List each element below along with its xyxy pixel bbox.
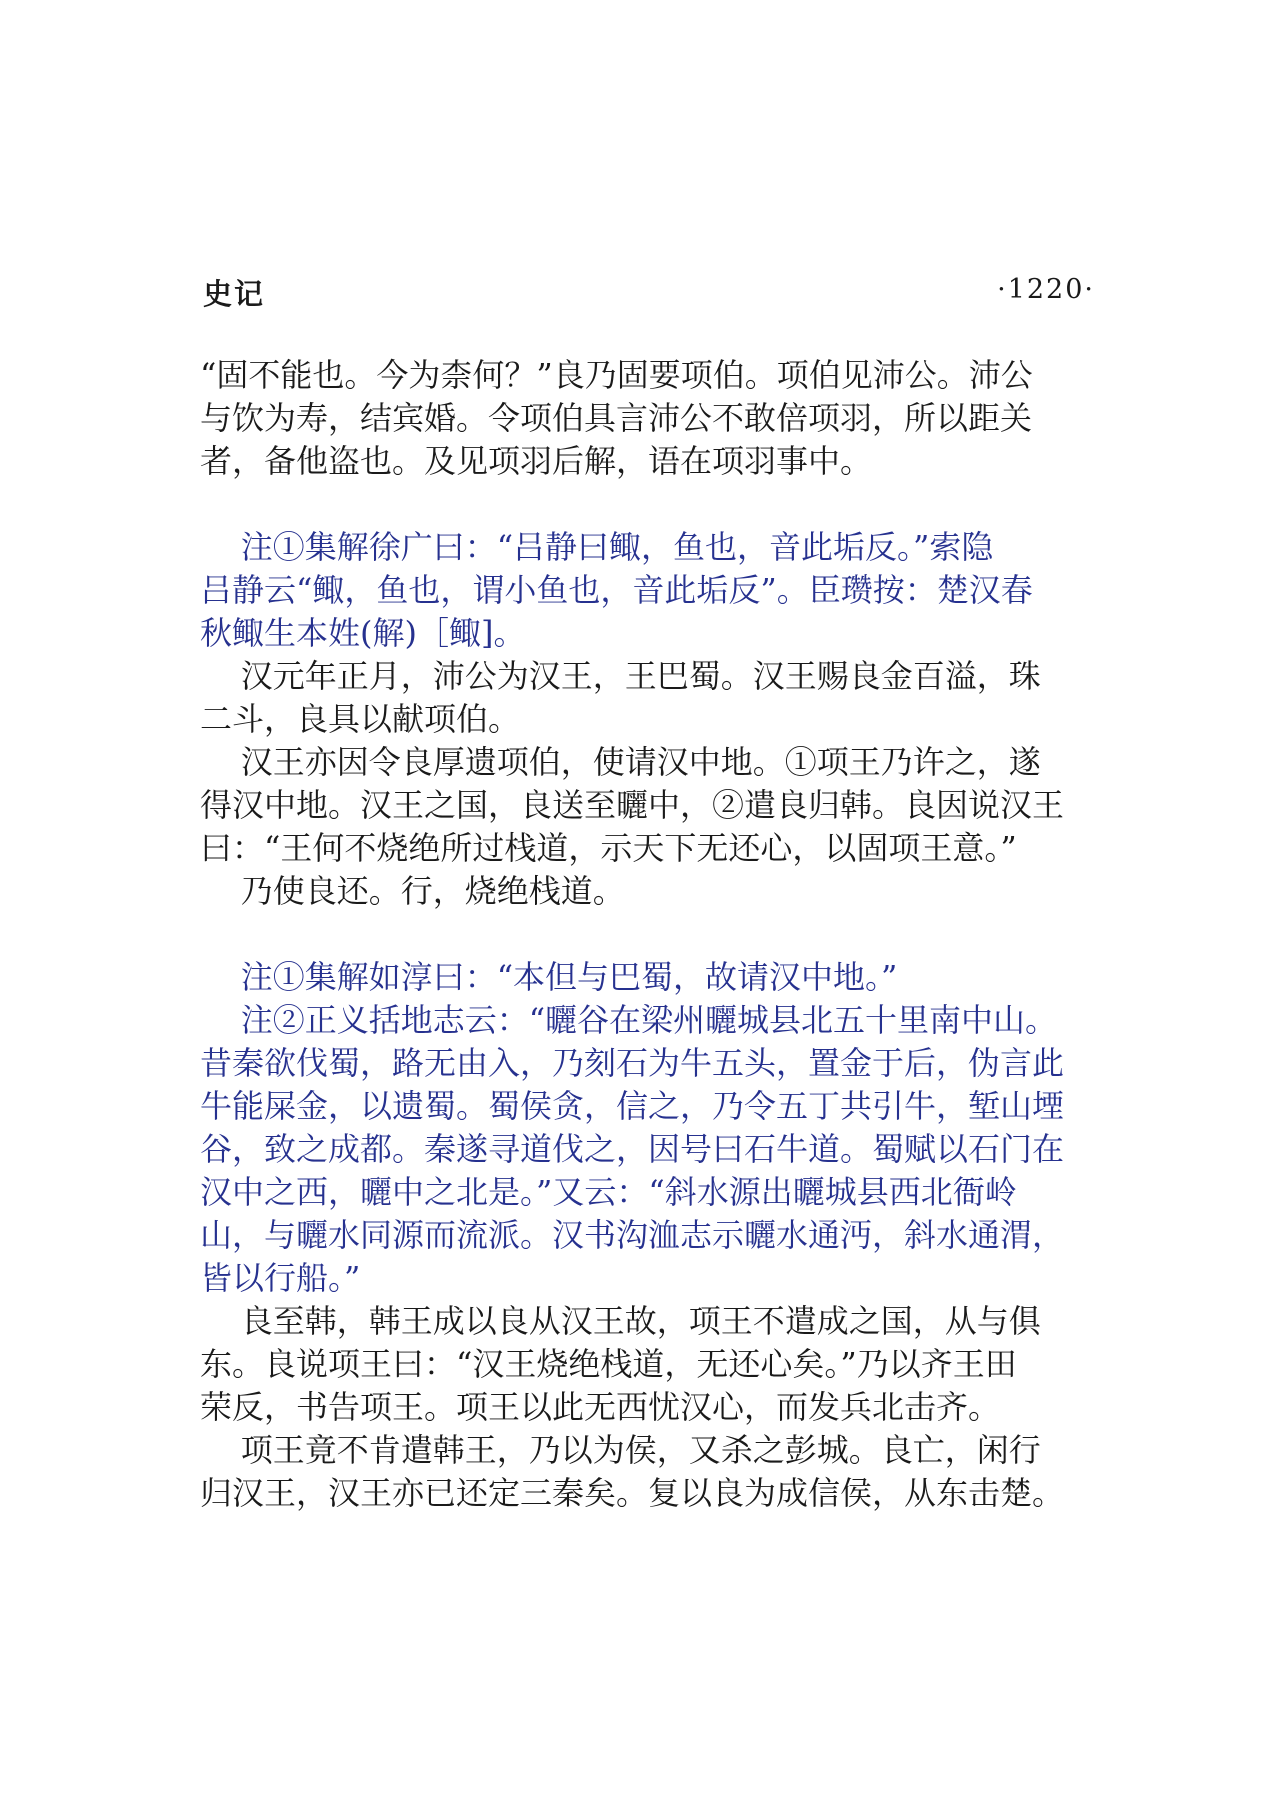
book-title: 史记 <box>203 277 266 311</box>
text-line: 二斗，良具以献项伯。 <box>200 700 521 738</box>
text-line: 汉元年正月，沛公为汉王，王巴蜀。汉王赐良金百溢，珠 <box>200 657 1041 695</box>
annotation-line: 牛能屎金，以遗蜀。蜀侯贪，信之，乃令五丁共引牛，堑山堙 <box>200 1087 1065 1125</box>
annotation-line: 注①集解如淳曰：“本但与巴蜀，故请汉中地。” <box>200 958 898 996</box>
annotation-line: 皆以行船。” <box>200 1259 361 1297</box>
text-line: 归汉王，汉王亦已还定三秦矣。复以良为成信侯，从东击楚。 <box>200 1474 1065 1512</box>
text-line: “固不能也。今为柰何？”良乃固要项伯。项伯见沛公。沛公 <box>200 356 1033 394</box>
text-line: 东。良说项王曰：“汉王烧绝栈道，无还心矣。”乃以齐王田 <box>200 1345 1017 1383</box>
text-line: 良至韩，韩王成以良从汉王故，项王不遣成之国，从与俱 <box>200 1302 1041 1340</box>
annotation-line: 谷，致之成都。秦遂寻道伐之，因号曰石牛道。蜀赋以石门在 <box>200 1130 1065 1168</box>
annotation-line: 昔秦欲伐蜀，路无由入，乃刻石为牛五头，置金于后，伪言此 <box>200 1044 1065 1082</box>
page-body <box>200 354 1100 1515</box>
text-line: 与饮为寿，结宾婚。令项伯具言沛公不敢倍项羽，所以距关 <box>200 399 1033 437</box>
annotation-line: 汉中之西，曬中之北是。”又云：“斜水源出曬城县西北衙岭 <box>200 1173 1017 1211</box>
paragraph-gap <box>200 483 1100 526</box>
paragraph-gap <box>200 913 1100 956</box>
annotation-line: 秋鲰生本姓(解)［鲰]。 <box>200 614 526 652</box>
text-line: 乃使良还。行，烧绝栈道。 <box>200 872 625 910</box>
annotation-line: 注①集解徐广曰：“吕静曰鲰，鱼也，音此垢反。”索隐 <box>200 528 994 566</box>
text-line: 得汉中地。汉王之国，良送至曬中，②遣良归韩。良因说汉王 <box>200 786 1065 824</box>
text-line: 项王竟不肯遣韩王，乃以为侯，又杀之彭城。良亡，闲行 <box>200 1431 1041 1469</box>
text-line: 汉王亦因令良厚遗项伯，使请汉中地。①项王乃许之，遂 <box>200 743 1041 781</box>
text-line: 荣反，书告项王。项王以此无西忧汉心，而发兵北击齐。 <box>200 1388 1001 1426</box>
text-line: 者，备他盗也。及见项羽后解，语在项羽事中。 <box>200 442 873 480</box>
annotation-line: 吕静云“鲰，鱼也，谓小鱼也，音此垢反”。臣瓒按：楚汉春 <box>200 571 1033 609</box>
text-line: 曰：“王何不烧绝所过栈道，示天下无还心，以固项王意。” <box>200 829 1017 867</box>
annotation-line: 注②正义括地志云：“曬谷在梁州曬城县北五十里南中山。 <box>200 1001 1058 1039</box>
page-number: ·1220· <box>997 274 1095 305</box>
page-header <box>203 272 1095 312</box>
annotation-line: 山，与曬水同源而流派。汉书沟洫志示曬水通沔，斜水通渭， <box>200 1216 1065 1254</box>
